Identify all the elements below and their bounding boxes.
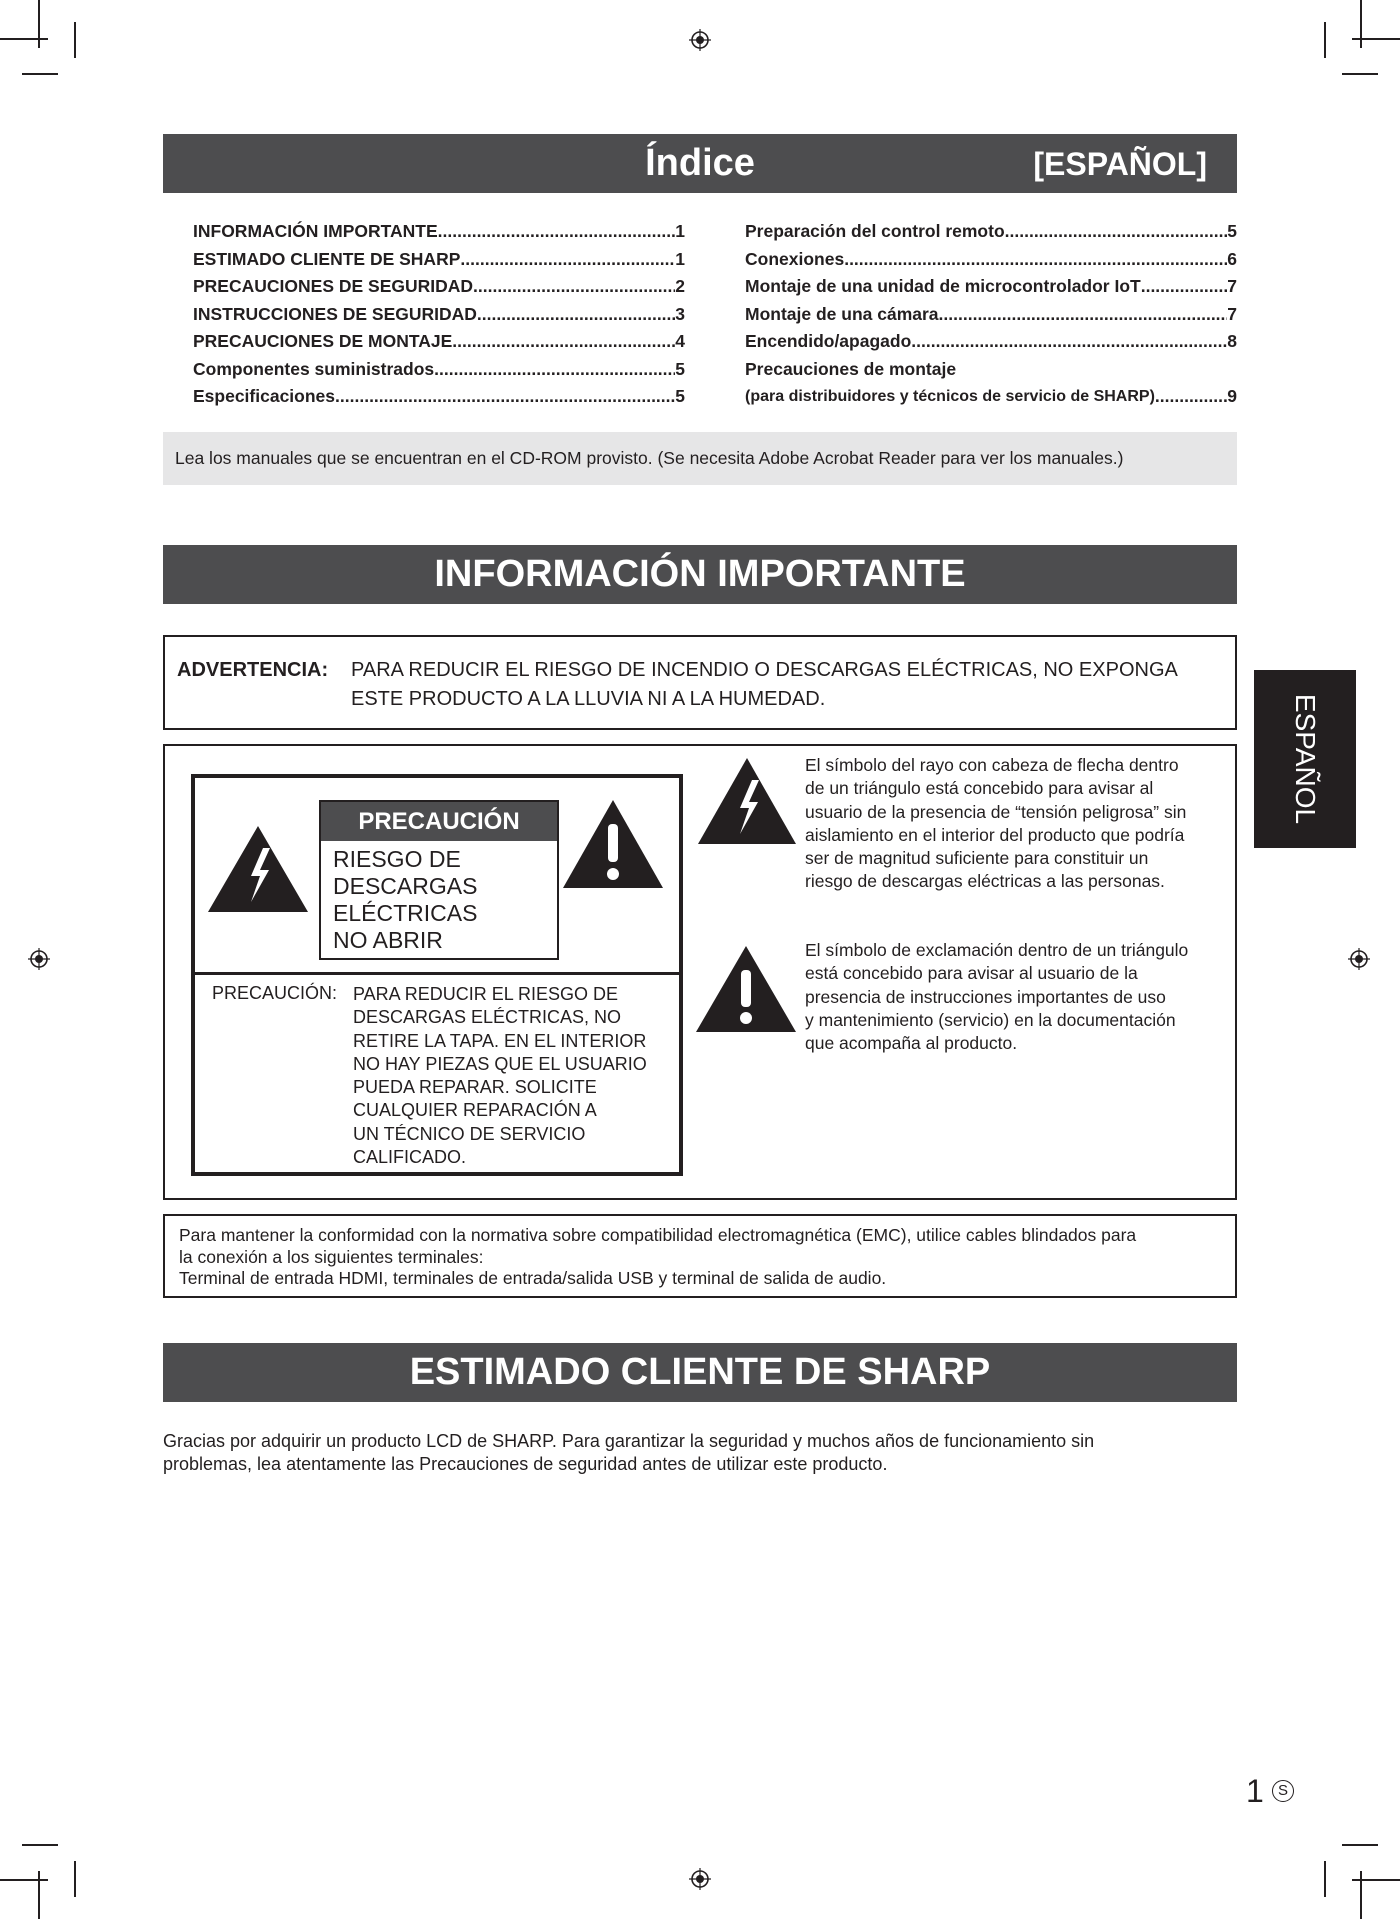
toc-entry[interactable]: Conexiones ..... 6 bbox=[745, 246, 1237, 274]
caution-line: ELÉCTRICAS bbox=[333, 900, 478, 926]
toc-entry[interactable]: Montaje de una cámara ..... 7 bbox=[745, 301, 1237, 329]
lightning-symbol-icon bbox=[698, 758, 796, 844]
crop-mark bbox=[0, 1879, 48, 1881]
emc-note-box bbox=[163, 1214, 1237, 1298]
crop-mark bbox=[74, 22, 76, 58]
registration-mark-icon bbox=[689, 29, 711, 51]
customer-body: Gracias por adquirir un producto LCD de SHARP. Para garantizar la seguridad y muchos años de funcionamiento sin problemas, lea atentamente las Precauciones de seguridad antes de utilizar este producto. bbox=[163, 1431, 1095, 1474]
crop-mark bbox=[1342, 1844, 1378, 1846]
crop-mark bbox=[1324, 1861, 1326, 1897]
registration-mark-icon bbox=[689, 1868, 711, 1890]
language-side-tab[interactable] bbox=[1254, 670, 1356, 848]
toc-entry[interactable]: Encendido/apagado ..... 8 bbox=[745, 328, 1237, 356]
exclamation-symbol-icon bbox=[696, 946, 796, 1032]
warning-line-2: ESTE PRODUCTO A LA LLUVIA NI A LA HUMEDAD. bbox=[351, 688, 826, 710]
exclamation-warning-icon bbox=[563, 800, 663, 888]
exclamation-description: El símbolo de exclamación dentro de un triángulo está concebido para avisar al usuario de la presencia de instrucciones importantes de uso y mantenimiento (servicio) en la documentación que acompaña al producto. bbox=[805, 940, 1189, 1054]
crop-mark bbox=[1360, 0, 1362, 48]
important-heading-bar bbox=[163, 545, 1237, 604]
toc-entry[interactable]: ESTIMADO CLIENTE DE SHARP ..... 1 bbox=[193, 246, 685, 274]
caution-line: NO ABRIR bbox=[333, 927, 443, 953]
caution-line: DESCARGAS bbox=[333, 873, 478, 899]
toc-language-label: [ESPAÑOL] bbox=[1033, 146, 1207, 182]
crop-mark bbox=[22, 1844, 58, 1846]
toc-entry[interactable]: Montaje de una unidad de microcontrolador IoT ..... 7 bbox=[745, 273, 1237, 301]
toc-entry[interactable]: Preparación del control remoto ..... 5 bbox=[745, 218, 1237, 246]
customer-heading: ESTIMADO CLIENTE DE SHARP bbox=[409, 1351, 991, 1393]
registration-mark-icon bbox=[1348, 948, 1370, 970]
registration-mark-icon bbox=[28, 948, 50, 970]
toc-header-bar bbox=[163, 134, 1237, 193]
lightning-warning-icon bbox=[208, 826, 308, 912]
crop-mark bbox=[1324, 22, 1326, 58]
caution-divider bbox=[195, 972, 679, 975]
important-heading: INFORMACIÓN IMPORTANTE bbox=[434, 553, 966, 595]
crop-mark bbox=[0, 38, 48, 40]
warning-box bbox=[163, 635, 1237, 730]
warning-line-1: PARA REDUCIR EL RIESGO DE INCENDIO O DESCARGAS ELÉCTRICAS, NO EXPONGA bbox=[351, 659, 1178, 681]
crop-mark bbox=[1352, 1879, 1400, 1881]
emc-note-text: Para mantener la conformidad con la normativa sobre compatibilidad electromagnética (EMC), utilice cables blindados para la conexión a los siguientes terminales: Terminal de entrada HDMI, terminales de entrada/salida USB y terminal de salida de audio. bbox=[179, 1225, 1137, 1288]
manual-note bbox=[163, 432, 1237, 485]
crop-mark bbox=[74, 1861, 76, 1897]
toc-entry[interactable]: INSTRUCCIONES DE SEGURIDAD ..... 3 bbox=[193, 301, 685, 329]
toc-entry[interactable]: Especificaciones ..... 5 bbox=[193, 383, 685, 411]
toc-entry[interactable]: PRECAUCIONES DE MONTAJE ..... 4 bbox=[193, 328, 685, 356]
toc-entry[interactable]: Componentes suministrados ..... 5 bbox=[193, 356, 685, 384]
toc-entry[interactable]: PRECAUCIONES DE SEGURIDAD ..... 2 bbox=[193, 273, 685, 301]
crop-mark bbox=[1352, 38, 1400, 40]
caution-title-box bbox=[319, 800, 559, 960]
caution-line: RIESGO DE bbox=[333, 846, 461, 872]
side-tab-label: ESPAÑOL bbox=[1290, 693, 1321, 825]
page-number: 1 bbox=[1246, 1773, 1264, 1809]
customer-heading-bar bbox=[163, 1343, 1237, 1402]
toc-entry[interactable]: INFORMACIÓN IMPORTANTE ..... 1 bbox=[193, 218, 685, 246]
lightning-description: El símbolo del rayo con cabeza de flecha dentro de un triángulo está concebido para avisar al usuario de la presencia de “tensión peligrosa” sin aislamiento en el interior del producto que podría ser de magnitud suficiente para constituir un riesgo de descargas eléctricas a las personas. bbox=[805, 755, 1187, 892]
toc-entry-heading[interactable]: Precauciones de montaje bbox=[745, 358, 957, 379]
caution-body: PARA REDUCIR EL RIESGO DE DESCARGAS ELÉCTRICAS, NO RETIRE LA TAPA. EN EL INTERIOR NO HAY PIEZAS QUE EL USUARIO PUEDA REPARAR. SOLICITE CUALQUIER REPARACIÓN A UN TÉCNICO DE SERVICIO CALIFICADO. bbox=[353, 984, 647, 1168]
manual-note-text: Lea los manuales que se encuentran en el CD-ROM provisto. (Se necesita Adobe Acrobat Reader para ver los manuales.) bbox=[175, 448, 1124, 468]
caution-label: PRECAUCIÓN: bbox=[212, 983, 338, 1003]
warning-label: ADVERTENCIA: bbox=[177, 659, 329, 681]
crop-mark bbox=[38, 0, 40, 48]
toc-entry[interactable]: (para distribuidores y técnicos de servicio de SHARP) ..... 9 bbox=[745, 383, 1237, 411]
toc-left-column bbox=[193, 218, 685, 411]
page-suffix-badge: S bbox=[1272, 1780, 1294, 1802]
toc-right-column bbox=[745, 218, 1237, 411]
crop-mark bbox=[1342, 73, 1378, 75]
caution-title: PRECAUCIÓN bbox=[321, 802, 557, 841]
toc-title: Índice bbox=[645, 142, 755, 184]
crop-mark bbox=[22, 73, 58, 75]
